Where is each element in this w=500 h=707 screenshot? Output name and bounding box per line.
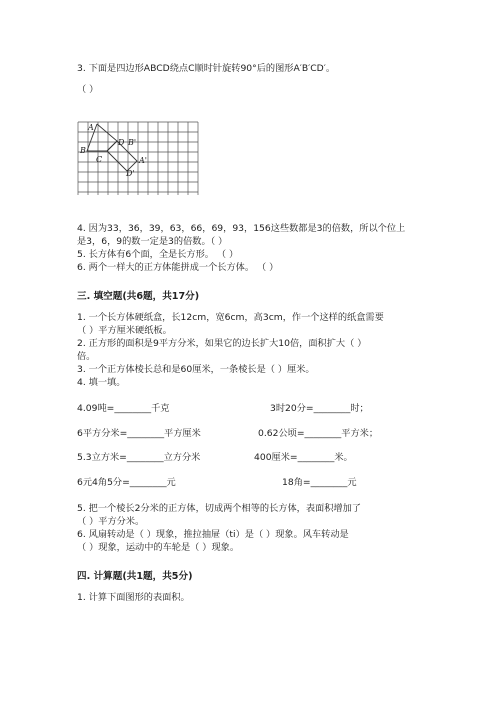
conversion-row-4-left: 6元4角5分=________元 bbox=[77, 477, 176, 488]
judge-q4-line1: 4. 因为33，36，39，63，66，69，93，156这些数都是3的倍数，所以个位上 bbox=[77, 223, 406, 234]
conversion-row-1-left: 4.09吨=________千克 bbox=[77, 403, 170, 414]
fill-q5-line2: （ ）平方分米。 bbox=[77, 516, 145, 527]
conversion-row-4-right: 18角=________元 bbox=[282, 477, 357, 488]
conversion-row-3-left: 5.3立方米=________立方分米 bbox=[77, 452, 201, 463]
label-a: A bbox=[88, 123, 94, 132]
fill-q2-line2: 倍。 bbox=[77, 351, 96, 362]
fill-q1-line1: 1. 一个长方体硬纸盒，长12cm，宽6cm，高3cm，作一个这样的纸盒需要 bbox=[77, 312, 384, 323]
section4-title: 四. 计算题(共1题，共5分) bbox=[77, 571, 193, 582]
q3-text: 3. 下面是四边形ABCD绕点C顺时针旋转90°后的图形A′B′CD′。 bbox=[77, 63, 336, 74]
label-c: C bbox=[96, 155, 103, 164]
conversion-row-2-left: 6平方分米=________平方厘米 bbox=[77, 428, 201, 439]
fill-q6-line1: 6. 风扇转动是（ ）现象，推拉抽屉（ti）是（ ）现象。风车转动是 bbox=[77, 529, 349, 540]
label-d: D bbox=[118, 138, 125, 147]
fill-q2-line1: 2. 正方形的面积是9平方分米，如果它的边长扩大10倍，面积扩大（ ） bbox=[77, 338, 367, 349]
judge-q6: 6. 两个一样大的正方体能拼成一个长方体。 （ ） bbox=[77, 262, 279, 273]
rotation-grid-figure bbox=[77, 121, 201, 195]
fill-q1-line2: （ ）平方厘米硬纸板。 bbox=[77, 325, 172, 336]
fill-q3: 3. 一个正方体棱长总和是60厘米，一条棱长是（ ）厘米。 bbox=[77, 364, 315, 375]
label-b-prime: B' bbox=[128, 138, 137, 147]
conversion-row-1-right: 3时20分=________时； bbox=[270, 403, 369, 414]
quadrilateral-abcd bbox=[87, 124, 137, 171]
fill-q4: 4. 填一填。 bbox=[77, 377, 126, 388]
judge-q5: 5. 长方体有6个面，全是长方形。 （ ） bbox=[77, 249, 239, 260]
conversion-row-3-right: 400厘米=________米。 bbox=[254, 452, 353, 463]
section3-title: 三. 填空题(共6题，共17分) bbox=[77, 291, 200, 302]
q3-answer-blank: （ ） bbox=[77, 84, 99, 95]
fill-q6-line2: （ ）现象，运动中的车轮是（ ）现象。 bbox=[77, 542, 240, 553]
conversion-row-2-right: 0.62公顷=________平方米； bbox=[258, 428, 379, 439]
label-a-prime: A' bbox=[139, 156, 147, 165]
calc-q1: 1. 计算下面图形的表面积。 bbox=[77, 592, 190, 603]
label-b: B bbox=[80, 146, 86, 155]
label-d-prime: D' bbox=[126, 169, 135, 178]
judge-q4-line2: 是3，6，9的数一定是3的倍数。（ ） bbox=[77, 236, 228, 247]
fill-q5-line1: 5. 把一个棱长2分米的正方体，切成两个相等的长方体，表面积增加了 bbox=[77, 503, 361, 514]
